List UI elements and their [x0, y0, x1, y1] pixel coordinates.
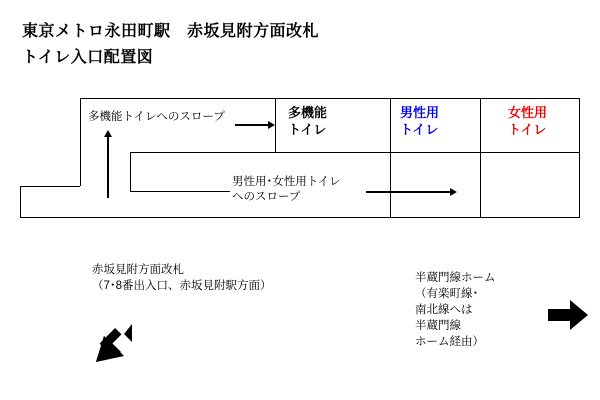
room-label-line1: 男性用	[400, 105, 440, 120]
room-label-line2: トイレ	[508, 122, 547, 137]
rooms-left-wall	[130, 152, 131, 192]
slope-mf-arrow-head-icon	[450, 188, 457, 196]
caption-platform-line2: （有楽町線･	[415, 288, 479, 300]
slope-multi-arrow-head-icon	[268, 121, 275, 129]
caption-platform-line4: 半蔵門線	[415, 320, 461, 332]
page-title: 東京メトロ永田町駅 赤坂見附方面改札	[22, 23, 320, 40]
room-divider-2	[390, 98, 391, 153]
slope-label-line1: 男性用･女性用トイレ	[232, 176, 341, 188]
rooms-baseline-wall	[130, 152, 579, 153]
room-label-line2: トイレ	[400, 122, 439, 137]
toilet-layout-diagram	[0, 90, 600, 230]
corridor-left-upper-wall	[80, 98, 81, 186]
room-label-line1: 多機能	[288, 105, 328, 120]
caption-gate-direction	[92, 262, 272, 294]
room-label-womens-toilet	[508, 104, 547, 138]
slope-label-line2: へのスロープ	[232, 191, 301, 203]
room-label-mens-toilet	[400, 104, 439, 138]
caption-platform-line1: 半蔵門線ホーム	[415, 272, 496, 284]
slope-mf-arrow-shaft	[366, 191, 452, 193]
corridor-top-wall	[80, 98, 580, 99]
room-divider-lower	[390, 152, 391, 218]
room-divider-1	[275, 98, 276, 153]
slope-multi-up-arrow-head-icon	[104, 130, 112, 137]
room-label-line1: 女性用	[508, 105, 548, 120]
arrow-down-left-icon	[92, 320, 138, 371]
rooms-left-lower-wall	[130, 191, 230, 192]
arrow-right-icon	[548, 298, 590, 337]
slope-label-multi-purpose: 多機能トイレへのスロープ	[88, 111, 225, 123]
corridor-right-wall	[579, 98, 580, 218]
corridor-bottom-wall	[20, 217, 580, 218]
room-divider-3	[480, 98, 481, 218]
caption-platform-direction	[415, 270, 496, 350]
caption-gate-line2: （7･8番出入口、赤坂見附駅方面）	[92, 280, 272, 292]
corridor-left-step-wall	[20, 186, 80, 187]
caption-platform-line3: 南北線へは	[415, 304, 473, 316]
room-label-multi-purpose-toilet	[288, 104, 327, 138]
caption-platform-line5: ホーム経由）	[415, 336, 484, 348]
corridor-left-wall	[20, 186, 21, 218]
slope-multi-up-arrow-shaft	[107, 136, 109, 198]
room-label-line2: トイレ	[288, 122, 327, 137]
page-subtitle: トイレ入口配置図	[22, 49, 154, 66]
caption-gate-line1: 赤坂見附方面改札	[92, 264, 184, 276]
slope-label-mens-womens	[232, 175, 341, 205]
slope-multi-arrow-shaft	[235, 124, 270, 126]
